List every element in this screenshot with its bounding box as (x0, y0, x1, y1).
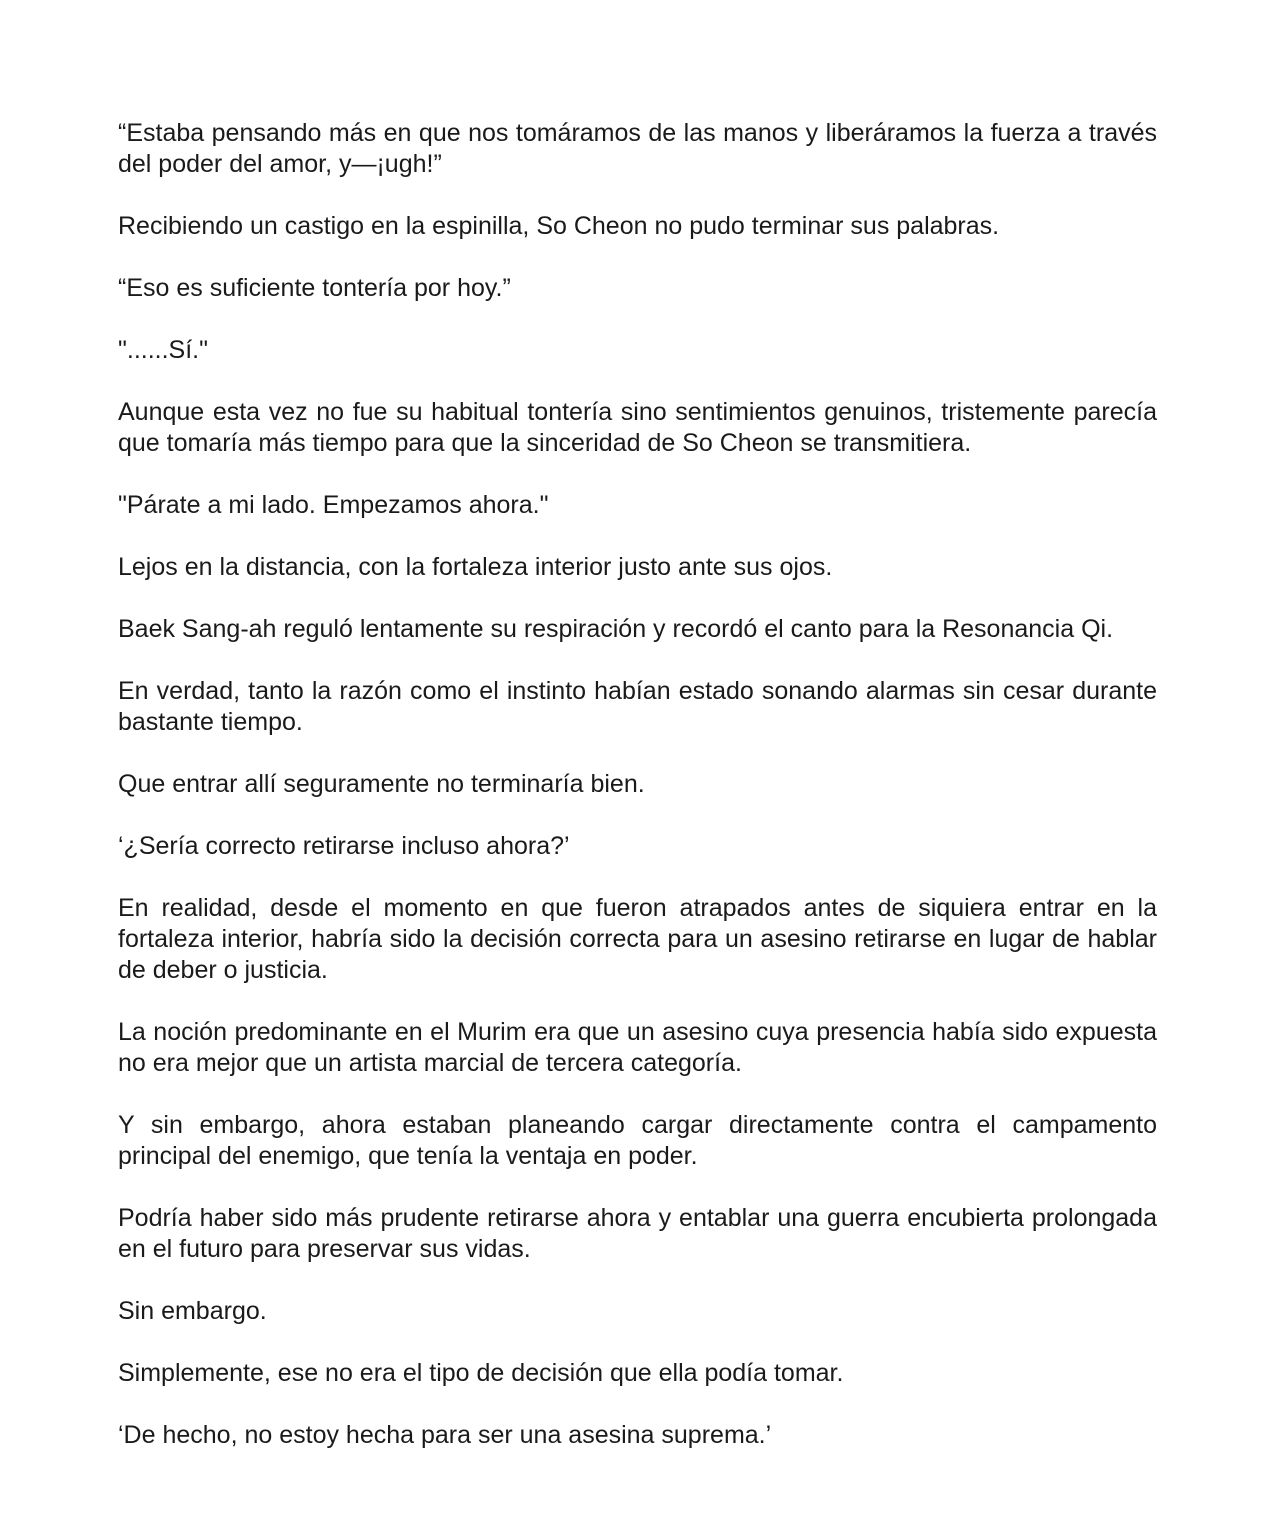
document-page (118, 118, 1157, 1482)
paragraph: Podría haber sido más prudente retirarse ahora y entablar una guerra encubierta prolongada en el futuro para preservar sus vidas. (118, 1204, 1157, 1263)
paragraph: Lejos en la distancia, con la fortaleza interior justo ante sus ojos. (118, 553, 833, 581)
paragraph: La noción predominante en el Murim era que un asesino cuya presencia había sido expuesta no era mejor que un artista marcial de tercera categoría. (118, 1018, 1157, 1077)
paragraph: ‘¿Sería correcto retirarse incluso ahora?’ (118, 832, 570, 860)
paragraph: “Eso es suficiente tontería por hoy.” (118, 274, 511, 302)
paragraph: Que entrar allí seguramente no terminaría bien. (118, 770, 645, 798)
paragraph: ‘De hecho, no estoy hecha para ser una asesina suprema.’ (118, 1421, 772, 1449)
paragraph: “Estaba pensando más en que nos tomáramos de las manos y liberáramos la fuerza a través del poder del amor, y—¡ugh!” (118, 119, 1157, 178)
paragraph: En verdad, tanto la razón como el instinto habían estado sonando alarmas sin cesar durante bastante tiempo. (118, 677, 1157, 736)
paragraph: Y sin embargo, ahora estaban planeando cargar directamente contra el campamento principal del enemigo, que tenía la ventaja en poder. (118, 1111, 1157, 1170)
paragraph: Aunque esta vez no fue su habitual tontería sino sentimientos genuinos, tristemente parecía que tomaría más tiempo para que la sinceridad de So Cheon se transmitiera. (118, 398, 1157, 457)
paragraph: Baek Sang-ah reguló lentamente su respiración y recordó el canto para la Resonancia Qi. (118, 615, 1114, 643)
paragraph: Simplemente, ese no era el tipo de decisión que ella podía tomar. (118, 1359, 844, 1387)
paragraph: "......Sí." (118, 336, 208, 364)
paragraph: Recibiendo un castigo en la espinilla, So Cheon no pudo terminar sus palabras. (118, 212, 1000, 240)
paragraph: En realidad, desde el momento en que fueron atrapados antes de siquiera entrar en la fortaleza interior, habría sido la decisión correcta para un asesino retirarse en lugar de hablar de deber o justicia. (118, 894, 1157, 984)
paragraph: "Párate a mi lado. Empezamos ahora." (118, 491, 549, 519)
paragraph: Sin embargo. (118, 1297, 267, 1325)
